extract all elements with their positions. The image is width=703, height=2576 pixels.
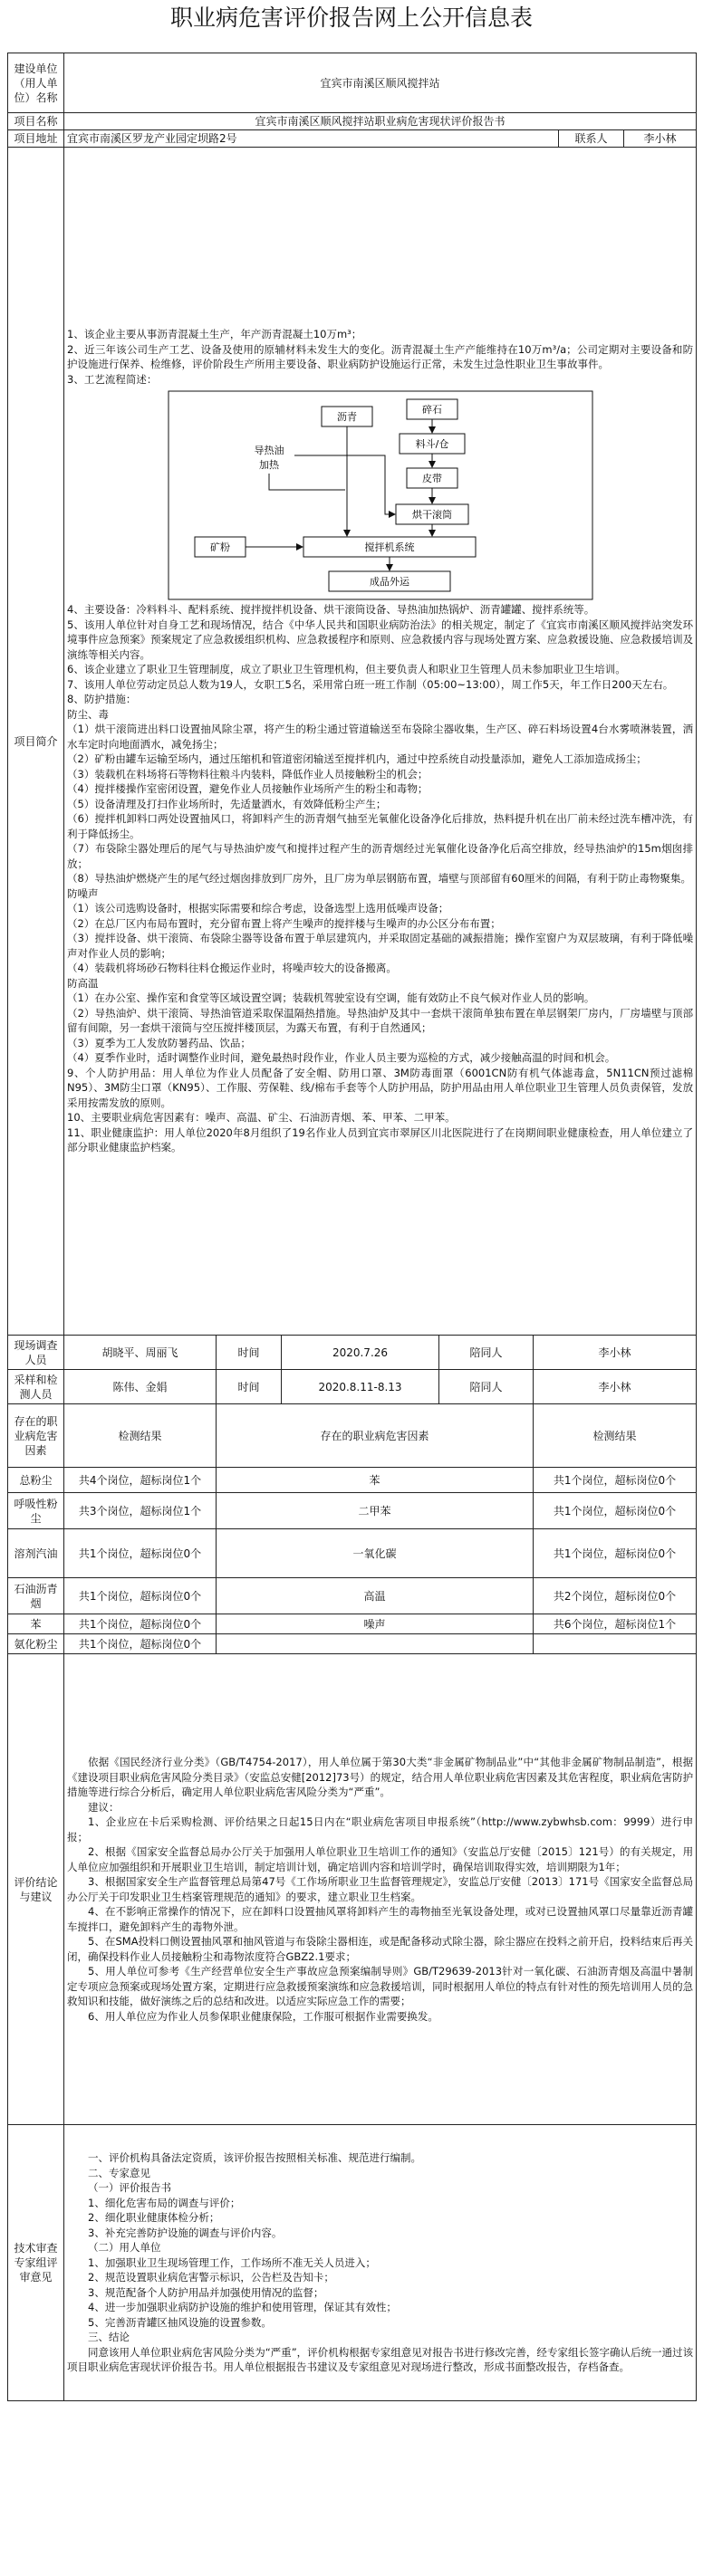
review-line: 5、完善沥青罐区抽风设施的设置参数。 bbox=[88, 2315, 272, 2329]
address-row bbox=[8, 130, 697, 148]
address-label: 项目地址 bbox=[8, 130, 64, 148]
review-line: 3、补充完善防护设施的调查与评价内容。 bbox=[88, 2226, 283, 2239]
hazard-result2: 共6个岗位，超标岗位1个 bbox=[534, 1614, 697, 1634]
review-line: 4、进一步加强职业病防护设施的维护和使用管理，保证其有效性； bbox=[88, 2301, 397, 2314]
hazard-head-label: 存在的职业病危害因素 bbox=[8, 1404, 64, 1468]
measure-heat-4: （4）夏季作业时，适时调整作业时间，避免最热时段作业，作业人员主要为巡检的方式，减少接触高温的时间和机会。 bbox=[67, 1051, 616, 1065]
review-label: 技术审查专家组评审意见 bbox=[8, 2125, 64, 2401]
review-content bbox=[64, 2125, 697, 2401]
review-line: 一、评价机构具备法定资质，该评价报告按照相关标准、规范进行编制。 bbox=[88, 2151, 421, 2165]
survey-row bbox=[8, 1336, 697, 1370]
flow-asphalt: 沥青 bbox=[336, 411, 357, 424]
project-value: 宜宾市南溪区顺风搅拌站职业病危害现状评价报告书 bbox=[64, 113, 697, 130]
hazard-row bbox=[8, 1493, 697, 1529]
info-table bbox=[7, 53, 697, 2401]
intro-p11: 11、职业健康监护：用人单位2020年8月组织了19名作业人员到宜宾市翠屏区川北医院进行了在岗期间职业健康检查，用人单位建立了部分职业健康监护档案。 bbox=[67, 1125, 694, 1154]
measure-heat-3: （3）夏季为工人发放防暑药品、饮品； bbox=[67, 1036, 251, 1049]
measure-dust-7: （7）布袋除尘器处理后的尾气与导热油炉废气和搅拌过程产生的沥青烟经过光氧催化设备净化后高空排放，经导热油炉的15m烟囱排放； bbox=[67, 842, 694, 870]
suggestion-3: 3、根据国家安全生产监督管理总局第47号《工作场所职业卫生监督管理规定》，安监总厅安健〔2013〕171号《国家安全监督总局办公厅关于印发职业卫生档案管理规范的通知》的要求，建立职业卫生档案。 bbox=[67, 1875, 694, 1903]
flow-mineral: 矿粉 bbox=[209, 541, 230, 554]
hazard-head-result2: 检测结果 bbox=[534, 1404, 697, 1468]
unit-value: 宜宾市南溪区顺风搅拌站 bbox=[64, 53, 697, 113]
hazard-label: 溶剂汽油 bbox=[8, 1529, 64, 1578]
measure-heat-1: （1）在办公室、操作室和食堂等区域设置空调；装载机驾驶室设有空调，能有效防止不良气候对作业人员的影响。 bbox=[67, 991, 595, 1005]
flow-belt: 皮带 bbox=[421, 473, 442, 485]
hazard-factor: 高温 bbox=[217, 1578, 534, 1614]
noise-head: 防噪声 bbox=[67, 886, 99, 900]
flow-gravel: 碎石 bbox=[421, 404, 442, 417]
project-row bbox=[8, 113, 697, 130]
review-line: （一）评价报告书 bbox=[88, 2181, 171, 2195]
measure-dust-6: （6）搅拌机卸料口两处设置抽风口，将卸料产生的沥青烟气抽至光氧催化设备净化后排放，热料提升机在出厂前未经过洗车槽冲洗，有利于降低扬尘。 bbox=[67, 812, 694, 840]
measure-heat-2: （2）导热油炉、烘干滚筒、导热油管道采取保温隔热措施。导热油炉及其中一套烘干滚筒单独布置在单层钢架厂房内，厂房墙壁与顶部留有间隙，另一套烘干滚筒与空压搅拌楼顶层，为露天布置，有利于自然通风； bbox=[67, 1006, 694, 1035]
sampling-time-label: 时间 bbox=[217, 1370, 282, 1404]
survey-accomp: 李小林 bbox=[534, 1336, 697, 1370]
flow-drum: 烘干滚筒 bbox=[411, 509, 452, 522]
hazard-result: 共1个岗位，超标岗位0个 bbox=[64, 1634, 217, 1654]
suggestion-1: 1、企业应在卡后采购检测、评价结果之日起15日内在“职业病危害项目申报系统”（http://www.zybwhsb.com：9999）进行申报； bbox=[67, 1815, 694, 1843]
hazard-header-row bbox=[8, 1404, 697, 1468]
hazard-row bbox=[8, 1578, 697, 1614]
survey-time: 2020.7.26 bbox=[282, 1336, 439, 1370]
hazard-label: 呼吸性粉尘 bbox=[8, 1493, 64, 1529]
sampling-accomp-label: 陪同人 bbox=[439, 1370, 534, 1404]
measure-noise-4: （4）装载机将场砂石物料往料仓搬运作业时，将噪声较大的设备搬离。 bbox=[67, 962, 397, 975]
measure-dust-2: （2）矿粉由罐车运输至场内，通过压缩机和管道密闭输送至搅拌机内，通过中控系统自动投量添加，避免人工添加造成扬尘； bbox=[67, 752, 647, 766]
review-final: 同意该用人单位职业病危害风险分类为“严重”，评价机构根据专家组意见对报告书进行修改完善，经专家组长签字确认后统一通过该项目职业病危害现状评价报告书。用人单位根据报告书建议及专家组意见对现场进行整改，形成书面整改报告，存档备查。 bbox=[67, 2345, 694, 2374]
hazard-result2 bbox=[534, 1634, 697, 1654]
hazard-result2: 共2个岗位，超标岗位0个 bbox=[534, 1578, 697, 1614]
measure-dust-4: （4）搅拌楼操作室密闭设置，避免作业人员接触作业场所产生的粉尘和毒物； bbox=[67, 782, 429, 796]
hazard-row bbox=[8, 1468, 697, 1493]
review-line: 三、结论 bbox=[88, 2331, 130, 2344]
hazard-head-result: 检测结果 bbox=[64, 1404, 217, 1468]
hazard-factor bbox=[217, 1634, 534, 1654]
flow-frame bbox=[169, 391, 592, 599]
suggestion-2: 2、根据《国家安全监督总局办公厅关于加强用人单位职业卫生培训工作的通知》（安监总厅安健〔2015〕121号）的有关规定，用人单位应加强组织和开展职业卫生培训，制定培训计划，确定培训内容和培训学时，确保培训取得实效，培训期限为1年； bbox=[67, 1845, 694, 1873]
hazard-result: 共1个岗位，超标岗位0个 bbox=[64, 1529, 217, 1578]
review-line: 2、规范设置职业病危害警示标识，公告栏及告知卡； bbox=[88, 2271, 334, 2284]
hazard-result: 共1个岗位，超标岗位0个 bbox=[64, 1578, 217, 1614]
intro-p8a: 防尘、毒 bbox=[67, 707, 109, 721]
intro-p8: 8、防护措施： bbox=[67, 693, 137, 706]
measure-dust-8: （8）导热油炉燃烧产生的尾气经过烟囱排放到厂房外，且厂房为单层钢筋布置，墙壁与顶部留有60厘米的间隔，有利于防止毒物聚集。 bbox=[67, 872, 691, 886]
flow-heating-1: 导热油 bbox=[254, 445, 284, 457]
conclusion-s: 建议： bbox=[88, 1800, 120, 1814]
flow-silo: 料斗/仓 bbox=[415, 438, 448, 451]
intro-p3: 3、工艺流程简述： bbox=[67, 372, 158, 386]
suggestion-6: 5、用人单位可参考《生产经营单位安全生产事故应急预案编制导则》GB/T29639-2013针对一氧化碳、石油沥青烟及高温中暑制定专项应急预案或现场处置方案，定期进行应急救援预案演练和应急救援培训，同时根据用人单位的特点有针对性的预先培训用人员的急救知识和技能，做好演练之后的总结和改进。以适应实际应急工作的需要； bbox=[67, 1965, 694, 2007]
heat-head: 防高温 bbox=[67, 976, 99, 990]
flow-heating-2: 加热 bbox=[258, 459, 279, 472]
suggestion-7: 6、用人单位应为作业人员参保职业健康保险，工作服可根据作业需要换发。 bbox=[88, 2009, 438, 2023]
intro-p9: 9、个人防护用品：用人单位为作业人员配备了安全帽、防用口罩、3M防毒面罩（6001CN防有机气体滤毒盒，5N11CN预过滤棉 N95）、3M防尘口罩（KN95）、工作服、劳保鞋、线/棉布手套等个人防护用品，防护用品由用人单位职业卫生管理人员负责保管，发放采用按需发放的原则。 bbox=[67, 1066, 694, 1109]
hazard-result: 共4个岗位，超标岗位1个 bbox=[64, 1468, 217, 1493]
unit-row bbox=[8, 53, 697, 113]
intro-row bbox=[8, 148, 697, 1336]
contact-label: 联系人 bbox=[559, 130, 624, 148]
intro-p1: 1、该企业主要从事沥青混凝土生产，年产沥青混凝土10万m³； bbox=[67, 328, 362, 341]
survey-staff: 胡晓平、周丽飞 bbox=[64, 1336, 217, 1370]
survey-staff-label: 现场调查人员 bbox=[8, 1336, 64, 1370]
conclusion-label: 评价结论与建议 bbox=[8, 1654, 64, 2125]
hazard-head-factor: 存在的职业病危害因素 bbox=[217, 1404, 534, 1468]
hazard-row bbox=[8, 1529, 697, 1578]
process-flow-diagram bbox=[168, 390, 593, 600]
hazard-factor: 噪声 bbox=[217, 1614, 534, 1634]
hazard-result2: 共1个岗位，超标岗位0个 bbox=[534, 1468, 697, 1493]
review-line: 1、细化危害布局的调查与评价； bbox=[88, 2196, 241, 2209]
project-label: 项目名称 bbox=[8, 113, 64, 130]
measure-dust-1: （1）烘干滚筒进出料口设置抽风除尘罩，将产生的粉尘通过管道输送至布袋除尘器收集，生产区、碎石料场设置4台水雾喷淋装置，洒水车定时向地面洒水，减免扬尘； bbox=[67, 723, 694, 751]
measure-noise-3: （3）搅拌设备、烘干滚筒、布袋除尘器等设备布置于单层建筑内，并采取固定基础的减振措施；操作室窗户为双层玻璃，有利于降低噪声对作业人员的影响； bbox=[67, 932, 694, 960]
contact-value: 李小林 bbox=[624, 130, 697, 148]
hazard-result2: 共1个岗位，超标岗位0个 bbox=[534, 1493, 697, 1529]
measure-dust-3: （3）装载机在料场将石等物料往粮斗内装料，降低作业人员接触粉尘的机会； bbox=[67, 767, 429, 780]
address-value: 宜宾市南溪区罗龙产业园定坝路2号 bbox=[64, 130, 559, 148]
hazard-factor: 二甲苯 bbox=[217, 1493, 534, 1529]
hazard-label: 石油沥青烟 bbox=[8, 1578, 64, 1614]
suggestion-5: 5、在SMA投料口侧设置抽风罩和抽风管道与布袋除尘器相连，或是配备移动式除尘器，除尘器应在投料之前开启，投料结束后再关闭，确保投料作业人员接触粉尘和毒物浓度符合GBZ2.1要求； bbox=[67, 1935, 694, 1963]
survey-time-label: 时间 bbox=[217, 1336, 282, 1370]
sampling-row bbox=[8, 1370, 697, 1404]
review-line: 1、加强职业卫生现场管理工作，工作场所不准无关人员进入； bbox=[88, 2255, 376, 2269]
hazard-result: 共3个岗位，超标岗位1个 bbox=[64, 1493, 217, 1529]
flow-mixer: 搅拌机系统 bbox=[364, 541, 415, 554]
intro-p6: 6、该企业建立了职业卫生管理制度，成立了职业卫生管理机构，但主要负责人和职业卫生管理人员未参加职业卫生培训。 bbox=[67, 663, 626, 676]
conclusion-content bbox=[64, 1654, 697, 2125]
review-line: 二、专家意见 bbox=[88, 2166, 150, 2179]
intro-label: 项目简介 bbox=[8, 148, 64, 1336]
hazard-result2: 共1个岗位，超标岗位0个 bbox=[534, 1529, 697, 1578]
intro-p10: 10、主要职业病危害因素有：噪声、高温、矿尘、石油沥青烟、苯、甲苯、二甲苯。 bbox=[67, 1111, 456, 1125]
intro-content bbox=[64, 148, 697, 1336]
sampling-staff: 陈伟、金娟 bbox=[64, 1370, 217, 1404]
hazard-row bbox=[8, 1614, 697, 1634]
page-title: 职业病危害评价报告网上公开信息表 bbox=[169, 5, 533, 31]
hazard-row bbox=[8, 1634, 697, 1654]
sampling-staff-label: 采样和检测人员 bbox=[8, 1370, 64, 1404]
sampling-time: 2020.8.11-8.13 bbox=[282, 1370, 439, 1404]
conclusion-p1: 依据《国民经济行业分类》（GB/T4754-2017），用人单位属于第30大类“非金属矿物制品业”中“其他非金属矿物制品制造”，根据《建设项目职业病危害风险分类目录》（安监总安健[2012]73号）的规定，结合用人单位职业病危害因素及其危害程度，职业病危害防护措施等进行综合分析后，确定用人单位职业病危害风险分类为“严重”。 bbox=[67, 1756, 694, 1798]
review-line: （二）用人单位 bbox=[88, 2241, 161, 2255]
suggestion-4: 4、在不影响正常操作的情况下，应在卸料口设置抽风罩将卸料产生的毒物抽至光氧设备处理，或对已设置抽风罩口尽量靠近沥青罐车搅拌口，避免卸料产生的毒物外泄。 bbox=[67, 1905, 694, 1933]
measure-noise-2: （2）在总厂区内布局布置时，充分留布置上将产生噪声的搅拌楼与生噪声的办公区分布布置； bbox=[67, 916, 501, 930]
flow-product: 成品外运 bbox=[369, 576, 409, 589]
intro-p2: 2、近三年该公司生产工艺、设备及使用的原辅材料未发生大的变化。沥青混凝土生产产能维持在10万m³/a；公司定期对主要设备和防护设施进行保养、检维修，评价阶段生产所用主要设备、职业病防护设施运行正常，未发生过急性职业卫生事故事件。 bbox=[67, 342, 694, 371]
hazard-factor: 苯 bbox=[217, 1468, 534, 1493]
measure-noise-1: （1）该公司选购设备时，根据实际需要和综合考虑，设备选型上选用低噪声设备； bbox=[67, 902, 449, 915]
review-row bbox=[8, 2125, 697, 2401]
conclusion-row bbox=[8, 1654, 697, 2125]
intro-p5: 5、该用人单位针对自身工艺和现场情况，结合《中华人民共和国职业病防治法》的相关规定，制定了《宜宾市南溪区顺风搅拌站突发环境事件应急预案》预案规定了应急救援组织机构、应急救援程序和原则、应急救援内容与现场处置方案、应急救援设施、应急救援培训及演练等相关内容。 bbox=[67, 618, 694, 661]
review-line: 2、细化职业健康体检分析； bbox=[88, 2211, 220, 2225]
hazard-label: 总粉尘 bbox=[8, 1468, 64, 1493]
hazard-factor: 一氧化碳 bbox=[217, 1529, 534, 1578]
sampling-accomp: 李小林 bbox=[534, 1370, 697, 1404]
measure-dust-5: （5）设备清理及打扫作业场所时，先适量洒水，有效降低粉尘产生； bbox=[67, 797, 387, 810]
review-line: 3、规范配备个人防护用品并加强使用情况的监督； bbox=[88, 2285, 324, 2299]
unit-label: 建设单位（用人单位）名称 bbox=[8, 53, 64, 113]
survey-accomp-label: 陪同人 bbox=[439, 1336, 534, 1370]
hazard-label: 苯 bbox=[8, 1614, 64, 1634]
hazard-label: 氨化粉尘 bbox=[8, 1634, 64, 1654]
hazard-result: 共1个岗位，超标岗位0个 bbox=[64, 1614, 217, 1634]
intro-p7: 7、该用人单位劳动定员总人数为19人，女职工5名，采用常白班一班工作制（05:00~13:00），周工作5天，年工作日200天左右。 bbox=[67, 677, 674, 691]
intro-p4: 4、主要设备：冷料料斗、配料系统、搅拌搅拌机设备、烘干滚筒设备、导热油加热锅炉、沥青罐罐、搅拌系统等。 bbox=[67, 603, 595, 617]
